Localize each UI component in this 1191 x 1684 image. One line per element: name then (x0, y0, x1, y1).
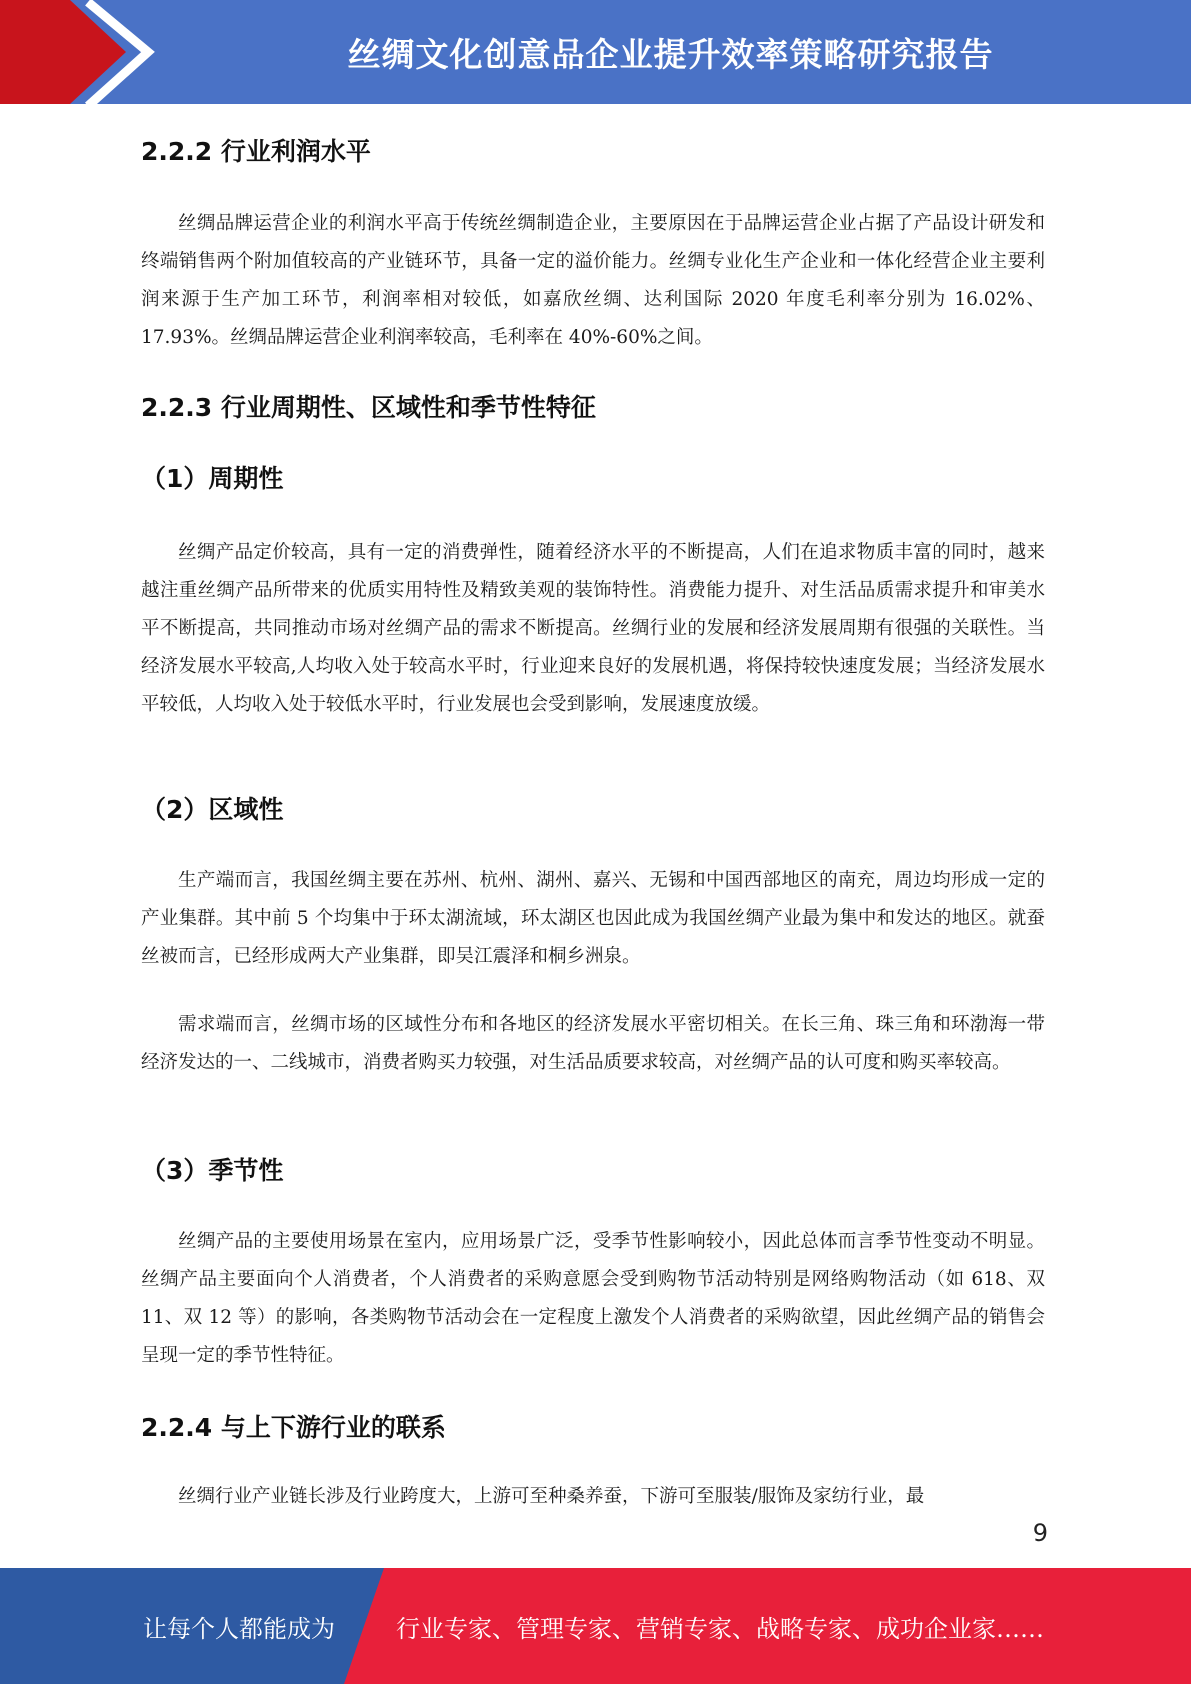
footer-slogan-right: 行业专家、管理专家、营销专家、战略专家、成功企业家…… (396, 1614, 1044, 1643)
report-title: 丝绸文化创意品企业提升效率策略研究报告 (347, 34, 994, 74)
subheading-seasonality: （3）季节性 (141, 1156, 284, 1185)
paragraph-regionality-demand: 需求端而言，丝绸市场的区域性分布和各地区的经济发展水平密切相关。在长三角、珠三角和环渤海一带经济发达的一、二线城市，消费者购买力较强，对生活品质要求较高，对丝绸产品的认可度和购买率较高。 (141, 1014, 1045, 1073)
paragraph-upstream-downstream: 丝绸行业产业链长涉及行业跨度大，上游可至种桑养蚕，下游可至服装/服饰及家纺行业，最 (178, 1486, 925, 1507)
section-heading-2-2-3: 2.2.3 行业周期性、区域性和季节性特征 (141, 393, 596, 422)
footer-slogan-left: 让每个人都能成为 (143, 1614, 335, 1643)
subheading-regionality: （2）区域性 (141, 795, 284, 824)
section-heading-2-2-4: 2.2.4 与上下游行业的联系 (141, 1413, 446, 1442)
subheading-cyclicality: （1）周期性 (141, 464, 284, 493)
paragraph-cyclicality: 丝绸产品定价较高，具有一定的消费弹性，随着经济水平的不断提高，人们在追求物质丰富的同时，越来越注重丝绸产品所带来的优质实用特性及精致美观的装饰特性。消费能力提升、对生活品质需求提升和审美水平不断提高，共同推动市场对丝绸产品的需求不断提高。丝绸行业的发展和经济发展周期有很强的关联性。当经济发展水平较高,人均收入处于较高水平时，行业迎来良好的发展机遇，将保持较快速度发展；当经济发展水平较低，人均收入处于较低水平时，行业发展也会受到影响，发展速度放缓。 (141, 542, 1045, 715)
section-heading-2-2-2: 2.2.2 行业利润水平 (141, 137, 371, 166)
header-banner (0, 0, 1191, 110)
footer-banner (0, 1568, 1191, 1684)
paragraph-profit-level: 丝绸品牌运营企业的利润水平高于传统丝绸制造企业，主要原因在于品牌运营企业占据了产品设计研发和终端销售两个附加值较高的产业链环节，具备一定的溢价能力。丝绸专业化生产企业和一体化经营企业主要利润来源于生产加工环节，利润率相对较低，如嘉欣丝绸、达利国际 2020 年度毛利率分别为 16.02%、17.93%。丝绸品牌运营企业利润率较高，毛利率在 40%-60%之间。 (141, 213, 1045, 348)
paragraph-seasonality: 丝绸产品的主要使用场景在室内，应用场景广泛，受季节性影响较小，因此总体而言季节性变动不明显。丝绸产品主要面向个人消费者，个人消费者的采购意愿会受到购物节活动特别是网络购物活动（如 618、双 11、双 12 等）的影响，各类购物节活动会在一定程度上激发个人消费者的采购欲望，因此丝绸产品的销售会呈现一定的季节性特征。 (141, 1231, 1045, 1366)
paragraph-regionality-production: 生产端而言，我国丝绸主要在苏州、杭州、湖州、嘉兴、无锡和中国西部地区的南充，周边均形成一定的产业集群。其中前 5 个均集中于环太湖流域，环太湖区也因此成为我国丝绸产业最为集中和发达的地区。就蚕丝被而言，已经形成两大产业集群，即吴江震泽和桐乡洲泉。 (141, 870, 1045, 967)
page-number: 9 (1032, 1519, 1048, 1547)
